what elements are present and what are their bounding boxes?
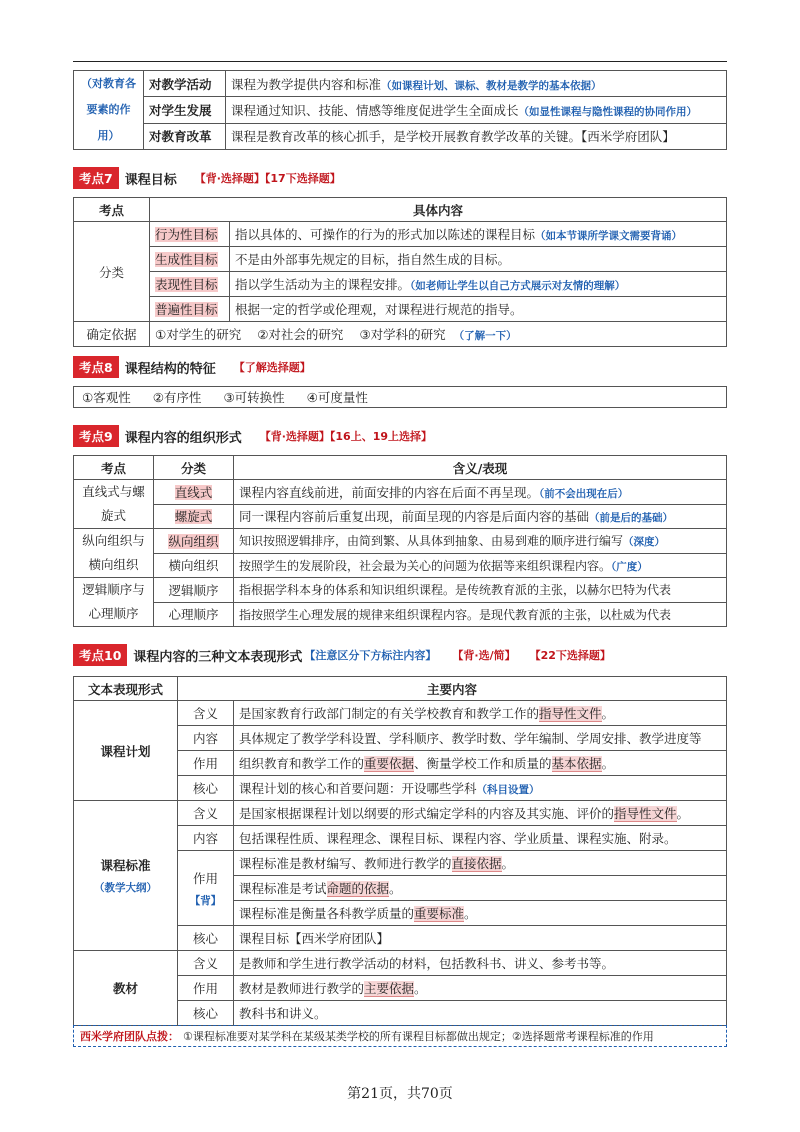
section-tag: 【背·选/简】 <box>452 649 516 662</box>
basis-content: ①对学生的研究 ②对社会的研究 ③对学科的研究 （了解一下） <box>150 322 727 347</box>
org-type: 直线式 <box>154 480 234 505</box>
org-type: 逻辑顺序 <box>154 578 234 603</box>
col-header: 具体内容 <box>150 198 727 222</box>
aspect-content: 包括课程性质、课程理念、课程目标、课程内容、学业质量、课程实施、附录。 <box>234 826 727 851</box>
section-7-header <box>73 168 727 188</box>
structure-features <box>73 386 727 408</box>
section-badge: 考点8 <box>73 356 119 378</box>
tip-text: ①课程标准要对某学科在某级某类学校的所有课程目标都做出规定；②选择题常考课程标准的作用 <box>183 1030 654 1043</box>
form-name: 教材 <box>74 951 178 1026</box>
col-header: 分类 <box>154 456 234 480</box>
org-type: 螺旋式 <box>154 504 234 529</box>
section-badge: 考点10 <box>73 644 127 666</box>
row-text: 课程通过知识、技能、情感等维度促进学生全面成长（如显性课程与隐性课程的协同作用） <box>226 97 727 123</box>
goal-desc: 不是由外部事先规定的目标，指自然生成的目标。 <box>230 247 727 272</box>
goal-desc: 指以学生活动为主的课程安排。（如老师让学生以自己方式展示对友情的理解） <box>230 272 727 297</box>
section-title: 课程结构的特征 <box>124 361 216 377</box>
org-desc: 按照学生的发展阶段，社会最为关心的问题为依据等来组织课程内容。（广度） <box>234 553 727 578</box>
goal-type: 普遍性目标 <box>150 297 230 322</box>
aspect-label: 作用 【背】 <box>178 851 234 926</box>
aspect-content: 教科书和讲义。 <box>234 1001 727 1026</box>
text-forms-table <box>73 676 727 1026</box>
aspect-label: 含义 <box>178 801 234 826</box>
form-name: 课程标准 （教学大纲） <box>74 801 178 951</box>
aspect-content: 组织教育和教学工作的重要依据、衡量学校工作和质量的基本依据。 <box>234 751 727 776</box>
role-item: 课程标准是衡量各科教学质量的重要标准。 <box>234 901 727 926</box>
feature-item: ③可转换性 <box>223 390 285 405</box>
feature-item: ②有序性 <box>152 390 202 405</box>
row-key: 对教学活动 <box>144 71 226 97</box>
section-tag: 【了解选择题】 <box>233 361 311 374</box>
section-title: 课程内容的组织形式 <box>124 430 242 446</box>
aspect-label: 含义 <box>178 701 234 726</box>
group-label: 分类 <box>74 222 150 322</box>
aspect-label: 作用 <box>178 751 234 776</box>
col-header: 考点 <box>74 456 154 480</box>
course-goals-table <box>73 197 727 347</box>
aspect-content: 是国家根据课程计划以纲要的形式编定学科的内容及其实施、评价的指导性文件。 <box>234 801 727 826</box>
aspect-content: 是国家教育行政部门制定的有关学校教育和教学工作的指导性文件。 <box>234 701 727 726</box>
section-9-header <box>73 426 727 446</box>
aspect-content: 具体规定了教学学科设置、学科顺序、教学时数、学年编制、学周安排、教学进度等 <box>234 726 727 751</box>
goal-type: 生成性目标 <box>150 247 230 272</box>
section-tag: 【背·选择题】【17下选择题】 <box>194 172 341 185</box>
org-desc: 指根据学科本身的体系和知识组织课程。是传统教育派的主张，以赫尔巴特为代表 <box>234 578 727 603</box>
aspect-label: 作用 <box>178 976 234 1001</box>
section-title: 课程目标 <box>124 172 177 188</box>
col-header: 文本表现形式 <box>74 677 178 701</box>
row-key: 对教育改革 <box>144 123 226 149</box>
goal-type: 行为性目标 <box>150 222 230 247</box>
content-organization-table <box>73 455 727 627</box>
org-desc: 指按照学生心理发展的规律来组织课程内容。是现代教育派的主张，以杜威为代表 <box>234 602 727 627</box>
page-number: 第21页，共70页 <box>347 1086 453 1102</box>
org-type: 心理顺序 <box>154 602 234 627</box>
aspect-label: 核心 <box>178 926 234 951</box>
aspect-label: 内容 <box>178 726 234 751</box>
org-type: 横向组织 <box>154 553 234 578</box>
group-label: 逻辑顺序与心理顺序 <box>74 578 154 627</box>
goal-desc: 指以具体的、可操作的行为的形式加以陈述的课程目标（如本节课所学课文需要背诵） <box>230 222 727 247</box>
section-tag: 【背·选择题】【16上、19上选择】 <box>259 430 433 443</box>
row-text: 课程是教育改革的核心抓手，是学校开展教育教学改革的关键。【西米学府团队】 <box>226 123 727 149</box>
section-badge: 考点9 <box>73 425 119 447</box>
group-label: 直线式与螺旋式 <box>74 480 154 529</box>
org-desc: 同一课程内容前后重复出现，前面呈现的内容是后面内容的基础（前是后的基础） <box>234 504 727 529</box>
feature-item: ④可度量性 <box>306 390 368 405</box>
aspect-content: 课程计划的核心和首要问题：开设哪些学科（科目设置） <box>234 776 727 801</box>
aspect-label: 内容 <box>178 826 234 851</box>
role-item: 课程标准是教材编写、教师进行教学的直接依据。 <box>234 851 727 876</box>
role-item: 课程标准是考试命题的依据。 <box>234 876 727 901</box>
aspect-content: 教材是教师进行教学的主要依据。 <box>234 976 727 1001</box>
org-desc: 课程内容直线前进，前面安排的内容在后面不再呈现。（前不会出现在后） <box>234 480 727 505</box>
form-name: 课程计划 <box>74 701 178 801</box>
feature-item: ①客观性 <box>82 390 131 405</box>
section-tag-note: 【注意区分下方标注内容】 <box>304 649 437 662</box>
side-label: （对教育各要素的作用） <box>74 71 144 150</box>
aspect-content: 课程目标【西米学府团队】 <box>234 926 727 951</box>
aspect-label: 含义 <box>178 951 234 976</box>
col-header: 含义/表现 <box>234 456 727 480</box>
top-rule <box>73 61 727 62</box>
education-roles-table <box>73 70 727 150</box>
aspect-label: 核心 <box>178 776 234 801</box>
row-text: 课程为教学提供内容和标准（如课程计划、课标、教材是教学的基本依据） <box>226 71 727 97</box>
section-10-header <box>73 645 727 665</box>
tip-title: 西米学府团队点拨： <box>80 1030 179 1043</box>
aspect-label: 核心 <box>178 1001 234 1026</box>
group-label: 纵向组织与横向组织 <box>74 529 154 578</box>
org-desc: 知识按照逻辑排序，由简到繁、从具体到抽象、由易到难的顺序进行编写（深度） <box>234 529 727 554</box>
goal-type: 表现性目标 <box>150 272 230 297</box>
col-header: 考点 <box>74 198 150 222</box>
basis-label: 确定依据 <box>74 322 150 347</box>
aspect-content: 是教师和学生进行教学活动的材料，包括教科书、讲义、参考书等。 <box>234 951 727 976</box>
col-header: 主要内容 <box>178 677 727 701</box>
org-type: 纵向组织 <box>154 529 234 554</box>
section-title: 课程内容的三种文本表现形式 <box>133 649 303 665</box>
section-8-header <box>73 357 727 377</box>
row-key: 对学生发展 <box>144 97 226 123</box>
goal-desc: 根据一定的哲学或伦理观，对课程进行规范的指导。 <box>230 297 727 322</box>
section-tag-exam: 【22下选择题】 <box>529 649 611 662</box>
tip-note <box>73 1025 727 1047</box>
section-badge: 考点7 <box>73 167 119 189</box>
